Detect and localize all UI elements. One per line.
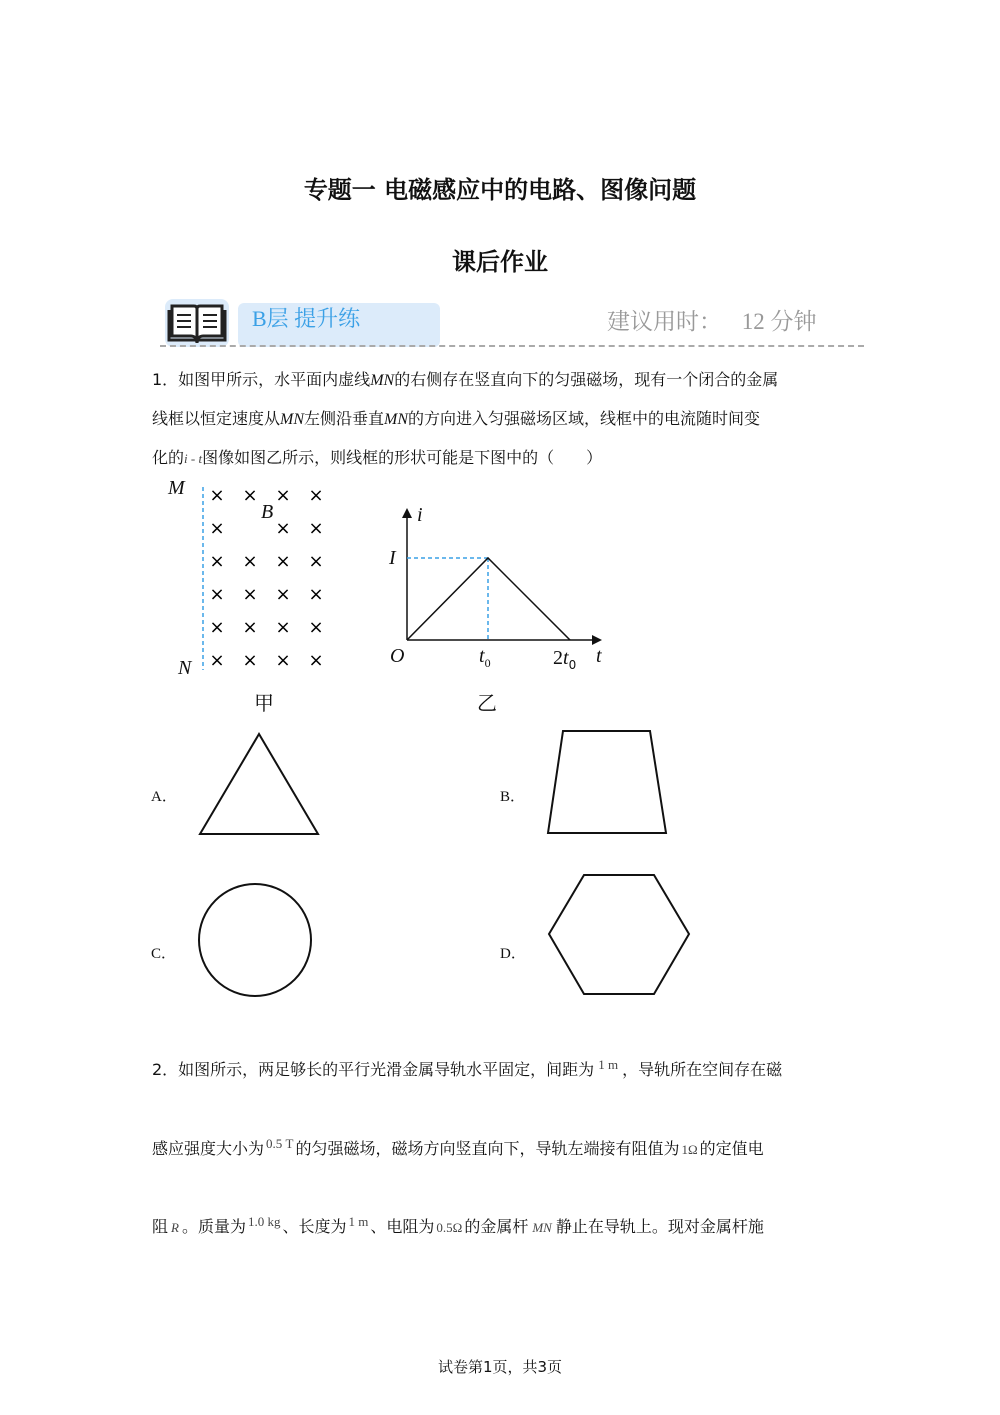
label-I: I	[389, 547, 396, 569]
option-d-hexagon	[546, 872, 692, 998]
time-value: 12 分钟	[741, 309, 817, 334]
level-label: B层 提升练	[252, 306, 361, 331]
field-cross: ×	[209, 617, 225, 638]
q1-line-1: 1．如图甲所示，水平面内虚线MN的右侧存在竖直向下的匀强磁场，现有一个闭合的金属	[152, 370, 779, 389]
field-cross: ×	[209, 650, 225, 671]
field-cross: ×	[209, 551, 225, 572]
q2-line-2: 感应强度大小为 $^{0.5 T}$ 的匀强磁场，磁场方向竖直向下，导轨左端接有阻值为 1Ω 的定值电	[152, 1136, 764, 1158]
q1-line-2: 线框以恒定速度从MN左侧沿垂直MN的方向进入匀强磁场区域，线框中的电流随时间变	[152, 409, 761, 428]
field-cross: ×	[275, 650, 291, 671]
field-cross: ×	[308, 551, 324, 572]
field-cross: ×	[242, 584, 258, 605]
field-cross: ×	[275, 584, 291, 605]
field-cross: ×	[242, 650, 258, 671]
caption-jia: 甲	[254, 691, 274, 715]
option-c-circle	[196, 882, 314, 1000]
field-cross: ×	[275, 518, 291, 539]
option-d-label: D．	[500, 946, 526, 962]
axis-label-i: i	[417, 504, 423, 526]
label-2t0: $2t_0$	[553, 647, 577, 672]
label-t0: $t_0$	[479, 645, 491, 670]
field-cross: ×	[275, 485, 291, 506]
option-a-triangle	[196, 730, 322, 838]
axis-label-t: t	[596, 645, 602, 667]
field-cross: ×	[275, 617, 291, 638]
caption-yi: 乙	[477, 691, 497, 715]
field-cross: ×	[308, 584, 324, 605]
field-cross: ×	[242, 617, 258, 638]
field-cross: ×	[308, 485, 324, 506]
field-cross: ×	[209, 485, 225, 506]
label-M: M	[168, 477, 185, 499]
suggested-time	[607, 303, 817, 336]
label-B: B	[261, 501, 274, 523]
option-b-label: B．	[500, 789, 526, 805]
option-b-trapezoid	[545, 728, 670, 838]
field-cross: ×	[242, 551, 258, 572]
figure-yi	[380, 500, 620, 715]
page-footer: 试卷第1页，共3页	[437, 1358, 563, 1376]
field-cross: ×	[308, 518, 324, 539]
page-title: 专题一 电磁感应中的电路、图像问题	[303, 176, 697, 204]
q2-line-3: 阻 R 。质量为 $^{1.0 kg}$ 、长度为 $^{1 m}$ 、电阻为 0.5Ω 的金属杆 MN 静止在导轨上。现对金属杆施	[152, 1214, 764, 1236]
field-cross: ×	[242, 485, 258, 506]
it-graph	[380, 500, 620, 690]
field-cross: ×	[209, 584, 225, 605]
figure-jia	[160, 475, 350, 715]
option-a-label: A．	[151, 789, 177, 805]
banner-divider	[160, 345, 864, 347]
label-N: N	[178, 657, 192, 679]
time-label: 建议用时：	[607, 309, 722, 334]
q2-line-1: 2．如图所示，两足够长的平行光滑金属导轨水平固定，间距为 $^{1 m}$ ，导轨所在空间存在磁	[152, 1057, 783, 1079]
field-cross: ×	[209, 518, 225, 539]
option-c-label: C．	[151, 946, 177, 962]
page-subtitle: 课后作业	[452, 248, 548, 276]
field-cross: ×	[308, 617, 324, 638]
field-cross: ×	[308, 650, 324, 671]
field-cross: ×	[275, 551, 291, 572]
field-diagram	[160, 475, 350, 685]
open-book-icon	[164, 298, 230, 348]
label-O: O	[390, 645, 405, 667]
q1-line-3: 化的i - t图像如图乙所示，则线框的形状可能是下图中的（ ）	[152, 448, 603, 467]
